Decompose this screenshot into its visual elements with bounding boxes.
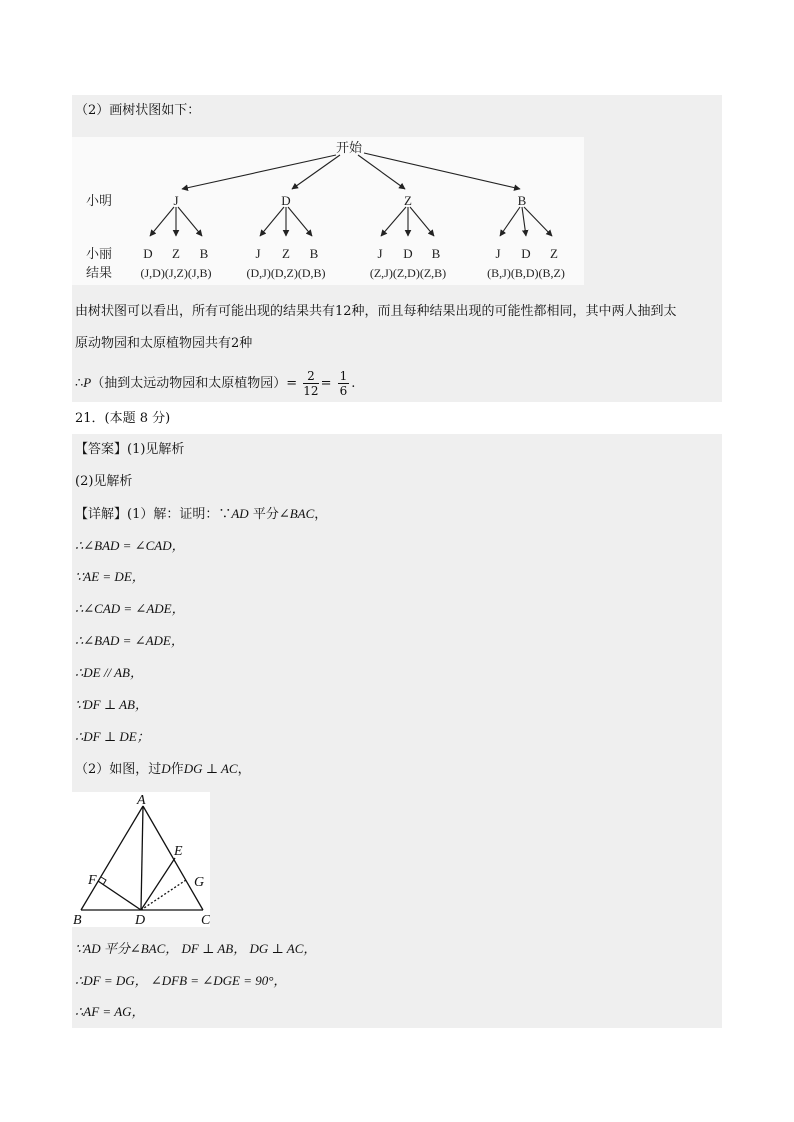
vertex-A-label: A <box>137 793 146 808</box>
tree-node-l2: B <box>309 246 319 261</box>
conclusion-line: ∴AF = AG， <box>75 1004 145 1019</box>
tree-diagram-svg <box>72 137 584 285</box>
prob-P: P <box>83 375 92 390</box>
tree-result: (B,J)(B,D)(B,Z) <box>487 266 565 280</box>
proof-step: ∴∠BAD = ∠ADE， <box>75 633 184 648</box>
segment-AD <box>141 806 143 910</box>
segment-AB <box>81 806 143 910</box>
triangle-figure-svg <box>72 792 210 927</box>
vertex-D-label: D <box>135 913 146 927</box>
segment-DE <box>141 858 175 910</box>
prob-event: （抽到太远动物园和太原植物园）= <box>91 376 298 391</box>
segment-AC <box>143 806 203 910</box>
tree-result-label: 结果 <box>85 265 113 280</box>
branch-start-B <box>364 153 520 189</box>
tree-diagram <box>72 137 584 285</box>
probability-line <box>75 366 355 401</box>
tree-node-l2: Z <box>550 246 558 261</box>
answer-line-2: (2)见解析 <box>75 474 133 489</box>
tree-heading: （2）画树状图如下： <box>75 103 201 118</box>
tree-node-l2: D <box>403 246 413 261</box>
part2-intro: （2）如图，过D作DG ⊥ AC， <box>75 761 251 777</box>
prob-equals: = <box>320 376 332 391</box>
tree-node-l1: D <box>281 193 291 208</box>
proof-step: ∴∠CAD = ∠ADE， <box>75 601 185 616</box>
point-F-label: F <box>88 873 97 888</box>
tree-node-l2: D <box>521 246 531 261</box>
tree-start-label: 开始 <box>335 140 363 155</box>
branch-start-D <box>292 155 340 189</box>
segment-DG <box>141 880 186 910</box>
tree-node-l2: J <box>255 246 261 261</box>
tree-node-l1: B <box>517 193 527 208</box>
vertex-C-label: C <box>201 913 210 927</box>
tree-result: (D,J)(D,Z)(D,B) <box>246 266 326 280</box>
fraction-2-12: $\frac{2}{12}$ <box>303 369 319 398</box>
proof-step: ∵DF ⊥ AB， <box>75 697 148 712</box>
segment-DF <box>98 881 141 910</box>
point-E-label: E <box>174 844 183 859</box>
proof-step: ∴∠BAD = ∠CAD， <box>75 538 185 553</box>
tree-node-l1: Z <box>404 193 412 208</box>
answer-line-1: 【答案】(1)见解析 <box>75 442 185 457</box>
tree-result: (J,D)(J,Z)(J,B) <box>140 266 212 280</box>
tree-node-l2: J <box>377 246 383 261</box>
detail-line: 【详解】(1）解：证明：∵AD 平分∠BAC， <box>75 506 328 522</box>
prob-end: . <box>351 376 356 391</box>
tree-result: (Z,J)(Z,D)(Z,B) <box>369 266 447 280</box>
tree-node-l2: J <box>495 246 501 261</box>
tree-node-l2: B <box>199 246 209 261</box>
tree-node-l2: B <box>431 246 441 261</box>
tree-row1-label: 小明 <box>85 193 113 208</box>
proof-step: ∴DE // AB， <box>75 665 143 680</box>
tree-node-l2: Z <box>172 246 180 261</box>
vertex-B-label: B <box>73 913 82 927</box>
tree-node-l1: J <box>173 193 179 208</box>
conclusion-line: ∵AD 平分∠BAC， DF ⊥ AB， DG ⊥ AC， <box>75 941 317 956</box>
branch-start-Z <box>358 155 405 189</box>
branch-start-J <box>182 155 336 189</box>
question-21-title: 21．(本题 8 分) <box>75 411 171 426</box>
tree-node-l2: D <box>143 246 153 261</box>
prob-therefore: ∴ <box>75 376 84 391</box>
triangle-figure <box>72 792 210 927</box>
proof-step: ∵AE = DE， <box>75 569 145 584</box>
tree-paragraph-2: 原动物园和太原植物园共有2种 <box>75 336 253 351</box>
proof-step: ∴DF ⊥ DE； <box>75 729 150 744</box>
tree-row2-label: 小丽 <box>85 246 113 261</box>
point-G-label: G <box>194 875 205 890</box>
tree-paragraph-1: 由树状图可以看出，所有可能出现的结果共有12种，而且每种结果出现的可能性都相同，其中两人抽到太 <box>75 304 677 319</box>
fraction-1-6: $\frac{1}{6}$ <box>339 369 348 398</box>
conclusion-line: ∴DF = DG， ∠DFB = ∠DGE = 90°， <box>75 973 287 988</box>
tree-node-l2: Z <box>282 246 290 261</box>
